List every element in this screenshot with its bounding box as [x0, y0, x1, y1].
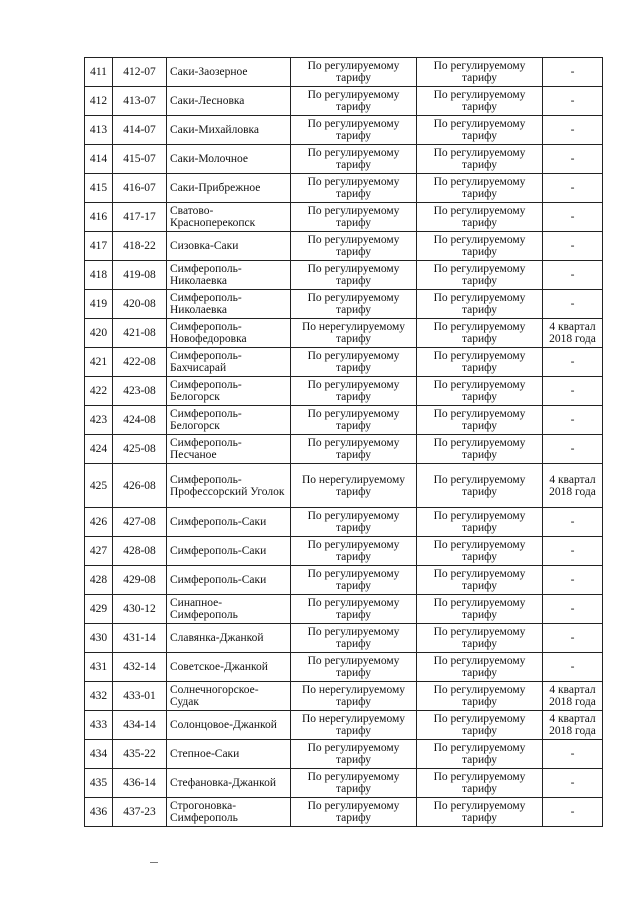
tariff-cell: По нерегулируемому тарифу: [291, 682, 417, 711]
table-row: [85, 87, 603, 116]
tariff-cell-second: По регулируемому тарифу: [417, 203, 543, 232]
route-code: 433-01: [113, 682, 167, 711]
route-code: 417-17: [113, 203, 167, 232]
term-cell: -: [543, 290, 603, 319]
row-number: 416: [85, 203, 113, 232]
route-code: 413-07: [113, 87, 167, 116]
route-name: Советское-Джанкой: [167, 653, 291, 682]
tariff-cell-second: По регулируемому тарифу: [417, 377, 543, 406]
table-row: [85, 624, 603, 653]
term-cell: 4 квартал 2018 года: [543, 319, 603, 348]
term-cell: -: [543, 377, 603, 406]
term-cell: 4 квартал 2018 года: [543, 682, 603, 711]
tariff-cell: По регулируемому тарифу: [291, 348, 417, 377]
table-row: [85, 798, 603, 827]
route-name: Симферополь-Белогорск: [167, 406, 291, 435]
route-code: 418-22: [113, 232, 167, 261]
row-number: 436: [85, 798, 113, 827]
route-name: Синапное-Симферополь: [167, 595, 291, 624]
page-mark: [150, 862, 158, 863]
term-cell: -: [543, 508, 603, 537]
route-code: 429-08: [113, 566, 167, 595]
route-code: 437-23: [113, 798, 167, 827]
routes-table: [84, 57, 603, 827]
route-name: Саки-Лесновка: [167, 87, 291, 116]
route-name: Симферополь-Новофедоровка: [167, 319, 291, 348]
row-number: 434: [85, 740, 113, 769]
route-name: Солнечногорское-Судак: [167, 682, 291, 711]
table-row: [85, 711, 603, 740]
row-number: 418: [85, 261, 113, 290]
tariff-cell: По регулируемому тарифу: [291, 508, 417, 537]
route-code: 412-07: [113, 58, 167, 87]
term-cell: 4 квартал 2018 года: [543, 711, 603, 740]
table-row: [85, 740, 603, 769]
tariff-cell: По регулируемому тарифу: [291, 290, 417, 319]
route-code: 432-14: [113, 653, 167, 682]
route-name: Симферополь-Бахчисарай: [167, 348, 291, 377]
row-number: 423: [85, 406, 113, 435]
tariff-cell: По регулируемому тарифу: [291, 595, 417, 624]
tariff-cell: По нерегулируемому тарифу: [291, 464, 417, 508]
term-cell: -: [543, 566, 603, 595]
tariff-cell-second: По регулируемому тарифу: [417, 566, 543, 595]
route-name: Сизовка-Саки: [167, 232, 291, 261]
table-row: [85, 232, 603, 261]
tariff-cell-second: По регулируемому тарифу: [417, 406, 543, 435]
route-code: 435-22: [113, 740, 167, 769]
table-row: [85, 464, 603, 508]
term-cell: -: [543, 624, 603, 653]
term-cell: -: [543, 740, 603, 769]
route-name: Симферополь-Профессорский Уголок: [167, 464, 291, 508]
table-row: [85, 290, 603, 319]
tariff-cell: По регулируемому тарифу: [291, 232, 417, 261]
tariff-cell: По нерегулируемому тарифу: [291, 711, 417, 740]
table-row: [85, 203, 603, 232]
term-cell: -: [543, 769, 603, 798]
route-name: Симферополь-Песчаное: [167, 435, 291, 464]
tariff-cell: По регулируемому тарифу: [291, 653, 417, 682]
term-cell: -: [543, 232, 603, 261]
route-code: 415-07: [113, 145, 167, 174]
term-cell: -: [543, 798, 603, 827]
table-row: [85, 116, 603, 145]
row-number: 411: [85, 58, 113, 87]
term-cell: -: [543, 145, 603, 174]
tariff-cell-second: По регулируемому тарифу: [417, 595, 543, 624]
tariff-cell-second: По регулируемому тарифу: [417, 711, 543, 740]
route-name: Солонцовое-Джанкой: [167, 711, 291, 740]
route-name: Стефановка-Джанкой: [167, 769, 291, 798]
route-name: Саки-Прибрежное: [167, 174, 291, 203]
route-code: 419-08: [113, 261, 167, 290]
row-number: 435: [85, 769, 113, 798]
table-row: [85, 406, 603, 435]
route-code: 430-12: [113, 595, 167, 624]
row-number: 430: [85, 624, 113, 653]
row-number: 415: [85, 174, 113, 203]
tariff-cell: По регулируемому тарифу: [291, 174, 417, 203]
tariff-cell-second: По регулируемому тарифу: [417, 348, 543, 377]
table-row: [85, 58, 603, 87]
route-name: Строгоновка-Симферополь: [167, 798, 291, 827]
row-number: 425: [85, 464, 113, 508]
tariff-cell-second: По регулируемому тарифу: [417, 261, 543, 290]
term-cell: -: [543, 537, 603, 566]
tariff-cell-second: По регулируемому тарифу: [417, 740, 543, 769]
row-number: 428: [85, 566, 113, 595]
term-cell: -: [543, 595, 603, 624]
tariff-cell-second: По регулируемому тарифу: [417, 682, 543, 711]
route-code: 414-07: [113, 116, 167, 145]
routes-table-body: [85, 58, 603, 827]
table-row: [85, 566, 603, 595]
term-cell: -: [543, 653, 603, 682]
tariff-cell: По регулируемому тарифу: [291, 58, 417, 87]
row-number: 413: [85, 116, 113, 145]
route-name: Саки-Михайловка: [167, 116, 291, 145]
table-row: [85, 537, 603, 566]
route-name: Сватово-Красноперекопск: [167, 203, 291, 232]
tariff-cell-second: По регулируемому тарифу: [417, 319, 543, 348]
table-row: [85, 595, 603, 624]
row-number: 427: [85, 537, 113, 566]
route-code: 434-14: [113, 711, 167, 740]
tariff-cell: По регулируемому тарифу: [291, 537, 417, 566]
table-row: [85, 508, 603, 537]
route-code: 426-08: [113, 464, 167, 508]
row-number: 422: [85, 377, 113, 406]
table-row: [85, 653, 603, 682]
term-cell: -: [543, 116, 603, 145]
table-row: [85, 377, 603, 406]
tariff-cell-second: По регулируемому тарифу: [417, 58, 543, 87]
row-number: 431: [85, 653, 113, 682]
route-code: 422-08: [113, 348, 167, 377]
route-name: Симферополь-Николаевка: [167, 290, 291, 319]
tariff-cell-second: По регулируемому тарифу: [417, 537, 543, 566]
tariff-cell-second: По регулируемому тарифу: [417, 174, 543, 203]
term-cell: -: [543, 87, 603, 116]
route-name: Симферополь-Белогорск: [167, 377, 291, 406]
route-name: Славянка-Джанкой: [167, 624, 291, 653]
route-code: 425-08: [113, 435, 167, 464]
tariff-cell-second: По регулируемому тарифу: [417, 798, 543, 827]
route-code: 416-07: [113, 174, 167, 203]
tariff-cell: По регулируемому тарифу: [291, 406, 417, 435]
tariff-cell: По регулируемому тарифу: [291, 116, 417, 145]
route-name: Симферополь-Николаевка: [167, 261, 291, 290]
route-code: 424-08: [113, 406, 167, 435]
term-cell: -: [543, 406, 603, 435]
tariff-cell: По регулируемому тарифу: [291, 203, 417, 232]
term-cell: 4 квартал 2018 года: [543, 464, 603, 508]
tariff-cell: По регулируемому тарифу: [291, 798, 417, 827]
row-number: 432: [85, 682, 113, 711]
term-cell: -: [543, 174, 603, 203]
tariff-cell-second: По регулируемому тарифу: [417, 116, 543, 145]
route-name: Саки-Молочное: [167, 145, 291, 174]
tariff-cell-second: По регулируемому тарифу: [417, 87, 543, 116]
route-name: Степное-Саки: [167, 740, 291, 769]
row-number: 420: [85, 319, 113, 348]
tariff-cell: По регулируемому тарифу: [291, 377, 417, 406]
route-code: 421-08: [113, 319, 167, 348]
table-row: [85, 682, 603, 711]
tariff-cell: По регулируемому тарифу: [291, 145, 417, 174]
table-row: [85, 145, 603, 174]
table-row: [85, 174, 603, 203]
route-code: 423-08: [113, 377, 167, 406]
tariff-cell: По регулируемому тарифу: [291, 624, 417, 653]
route-code: 427-08: [113, 508, 167, 537]
table-row: [85, 261, 603, 290]
route-name: Симферополь-Саки: [167, 537, 291, 566]
table-row: [85, 435, 603, 464]
row-number: 426: [85, 508, 113, 537]
tariff-cell: По регулируемому тарифу: [291, 87, 417, 116]
route-code: 420-08: [113, 290, 167, 319]
term-cell: -: [543, 348, 603, 377]
row-number: 417: [85, 232, 113, 261]
row-number: 419: [85, 290, 113, 319]
row-number: 414: [85, 145, 113, 174]
tariff-cell-second: По регулируемому тарифу: [417, 769, 543, 798]
tariff-cell-second: По регулируемому тарифу: [417, 232, 543, 261]
tariff-cell-second: По регулируемому тарифу: [417, 624, 543, 653]
tariff-cell: По регулируемому тарифу: [291, 566, 417, 595]
route-name: Саки-Заозерное: [167, 58, 291, 87]
row-number: 421: [85, 348, 113, 377]
route-name: Симферополь-Саки: [167, 566, 291, 595]
route-code: 428-08: [113, 537, 167, 566]
term-cell: -: [543, 261, 603, 290]
row-number: 412: [85, 87, 113, 116]
tariff-cell-second: По регулируемому тарифу: [417, 464, 543, 508]
table-row: [85, 319, 603, 348]
term-cell: -: [543, 58, 603, 87]
tariff-cell-second: По регулируемому тарифу: [417, 508, 543, 537]
tariff-cell-second: По регулируемому тарифу: [417, 435, 543, 464]
route-code: 431-14: [113, 624, 167, 653]
table-row: [85, 769, 603, 798]
tariff-cell: По регулируемому тарифу: [291, 769, 417, 798]
term-cell: -: [543, 203, 603, 232]
route-code: 436-14: [113, 769, 167, 798]
table-row: [85, 348, 603, 377]
term-cell: -: [543, 435, 603, 464]
tariff-cell: По нерегулируемому тарифу: [291, 319, 417, 348]
tariff-cell: По регулируемому тарифу: [291, 435, 417, 464]
row-number: 429: [85, 595, 113, 624]
tariff-cell: По регулируемому тарифу: [291, 740, 417, 769]
route-name: Симферополь-Саки: [167, 508, 291, 537]
row-number: 424: [85, 435, 113, 464]
tariff-cell: По регулируемому тарифу: [291, 261, 417, 290]
row-number: 433: [85, 711, 113, 740]
tariff-cell-second: По регулируемому тарифу: [417, 145, 543, 174]
tariff-cell-second: По регулируемому тарифу: [417, 290, 543, 319]
tariff-cell-second: По регулируемому тарифу: [417, 653, 543, 682]
